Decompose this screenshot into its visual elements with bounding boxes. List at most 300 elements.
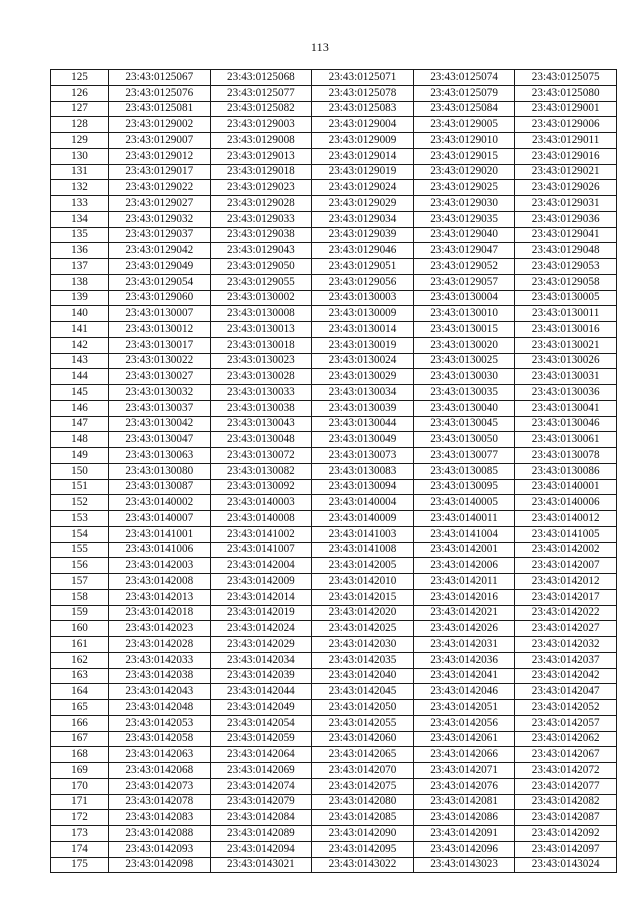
cadastral-number-cell: 23:43:0130020 <box>413 337 515 353</box>
cadastral-number-cell: 23:43:0130037 <box>109 400 211 416</box>
row-number-cell: 159 <box>51 605 109 621</box>
cadastral-number-cell: 23:43:0130044 <box>312 416 414 432</box>
cadastral-number-cell: 23:43:0142011 <box>413 574 515 590</box>
cadastral-number-cell: 23:43:0142076 <box>413 778 515 794</box>
cadastral-number-cell: 23:43:0130080 <box>109 463 211 479</box>
cadastral-number-cell: 23:43:0130002 <box>210 290 312 306</box>
cadastral-number-cell: 23:43:0129052 <box>413 259 515 275</box>
cadastral-number-cell: 23:43:0142086 <box>413 810 515 826</box>
row-number-cell: 175 <box>51 857 109 873</box>
row-number-cell: 151 <box>51 479 109 495</box>
cadastral-number-cell: 23:43:0142061 <box>413 731 515 747</box>
row-number-cell: 161 <box>51 637 109 653</box>
cadastral-number-cell: 23:43:0140012 <box>515 511 617 527</box>
row-number-cell: 132 <box>51 180 109 196</box>
cadastral-number-cell: 23:43:0129005 <box>413 117 515 133</box>
cadastral-number-cell: 23:43:0129039 <box>312 227 414 243</box>
table-row <box>51 274 617 290</box>
table-row <box>51 574 617 590</box>
cadastral-number-cell: 23:43:0130018 <box>210 337 312 353</box>
cadastral-number-cell: 23:43:0129055 <box>210 274 312 290</box>
cadastral-number-cell: 23:43:0129049 <box>109 259 211 275</box>
cadastral-number-cell: 23:43:0129022 <box>109 180 211 196</box>
cadastral-number-cell: 23:43:0130031 <box>515 369 617 385</box>
cadastral-number-cell: 23:43:0129038 <box>210 227 312 243</box>
cadastral-number-cell: 23:43:0129017 <box>109 164 211 180</box>
table-row <box>51 526 617 542</box>
table-row <box>51 778 617 794</box>
table-row <box>51 259 617 275</box>
cadastral-number-cell: 23:43:0142031 <box>413 637 515 653</box>
cadastral-number-cell: 23:43:0129026 <box>515 180 617 196</box>
cadastral-number-cell: 23:43:0125078 <box>312 85 414 101</box>
cadastral-number-cell: 23:43:0141007 <box>210 542 312 558</box>
cadastral-number-cell: 23:43:0142063 <box>109 747 211 763</box>
cadastral-number-cell: 23:43:0129019 <box>312 164 414 180</box>
cadastral-number-cell: 23:43:0142068 <box>109 763 211 779</box>
table-row <box>51 117 617 133</box>
cadastral-number-cell: 23:43:0142020 <box>312 605 414 621</box>
table-row <box>51 700 617 716</box>
row-number-cell: 166 <box>51 715 109 731</box>
cadastral-number-cell: 23:43:0130017 <box>109 337 211 353</box>
cadastral-number-cell: 23:43:0141008 <box>312 542 414 558</box>
cadastral-number-cell: 23:43:0129001 <box>515 101 617 117</box>
cadastral-number-cell: 23:43:0129018 <box>210 164 312 180</box>
cadastral-number-cell: 23:43:0129060 <box>109 290 211 306</box>
cadastral-number-cell: 23:43:0130078 <box>515 448 617 464</box>
cadastral-number-cell: 23:43:0141004 <box>413 526 515 542</box>
cadastral-number-cell: 23:43:0142073 <box>109 778 211 794</box>
row-number-cell: 153 <box>51 511 109 527</box>
cadastral-number-cell: 23:43:0130092 <box>210 479 312 495</box>
cadastral-number-cell: 23:43:0129057 <box>413 274 515 290</box>
row-number-cell: 129 <box>51 133 109 149</box>
row-number-cell: 164 <box>51 684 109 700</box>
cadastral-number-cell: 23:43:0142023 <box>109 621 211 637</box>
cadastral-number-cell: 23:43:0142027 <box>515 621 617 637</box>
row-number-cell: 141 <box>51 322 109 338</box>
cadastral-number-cell: 23:43:0125071 <box>312 70 414 86</box>
table-row <box>51 511 617 527</box>
cadastral-number-cell: 23:43:0130012 <box>109 322 211 338</box>
cadastral-number-cell: 23:43:0141002 <box>210 526 312 542</box>
cadastral-number-cell: 23:43:0129031 <box>515 196 617 212</box>
cadastral-number-cell: 23:43:0142043 <box>109 684 211 700</box>
cadastral-number-cell: 23:43:0142074 <box>210 778 312 794</box>
cadastral-number-cell: 23:43:0129035 <box>413 211 515 227</box>
table-row <box>51 243 617 259</box>
cadastral-number-cell: 23:43:0142032 <box>515 637 617 653</box>
cadastral-number-cell: 23:43:0130043 <box>210 416 312 432</box>
cadastral-number-cell: 23:43:0130011 <box>515 306 617 322</box>
cadastral-number-cell: 23:43:0143024 <box>515 857 617 873</box>
cadastral-number-cell: 23:43:0129033 <box>210 211 312 227</box>
cadastral-number-cell: 23:43:0125077 <box>210 85 312 101</box>
table-row <box>51 715 617 731</box>
row-number-cell: 144 <box>51 369 109 385</box>
cadastral-number-cell: 23:43:0141006 <box>109 542 211 558</box>
cadastral-number-cell: 23:43:0129032 <box>109 211 211 227</box>
cadastral-number-cell: 23:43:0125080 <box>515 85 617 101</box>
cadastral-number-cell: 23:43:0130083 <box>312 463 414 479</box>
cadastral-number-cell: 23:43:0142053 <box>109 715 211 731</box>
table-row <box>51 211 617 227</box>
cadastral-number-cell: 23:43:0142097 <box>515 841 617 857</box>
cadastral-number-cell: 23:43:0129013 <box>210 148 312 164</box>
cadastral-number-cell: 23:43:0142098 <box>109 857 211 873</box>
row-number-cell: 152 <box>51 495 109 511</box>
cadastral-number-cell: 23:43:0142006 <box>413 558 515 574</box>
cadastral-number-cell: 23:43:0130036 <box>515 385 617 401</box>
row-number-cell: 150 <box>51 463 109 479</box>
cadastral-number-cell: 23:43:0142079 <box>210 794 312 810</box>
row-number-cell: 142 <box>51 337 109 353</box>
cadastral-number-cell: 23:43:0125076 <box>109 85 211 101</box>
row-number-cell: 171 <box>51 794 109 810</box>
cadastral-number-cell: 23:43:0142094 <box>210 841 312 857</box>
cadastral-number-cell: 23:43:0125083 <box>312 101 414 117</box>
row-number-cell: 148 <box>51 432 109 448</box>
cadastral-number-cell: 23:43:0140008 <box>210 511 312 527</box>
cadastral-number-cell: 23:43:0142041 <box>413 668 515 684</box>
cadastral-number-cell: 23:43:0142062 <box>515 731 617 747</box>
cadastral-number-cell: 23:43:0130073 <box>312 448 414 464</box>
cadastral-number-cell: 23:43:0140004 <box>312 495 414 511</box>
table-row <box>51 542 617 558</box>
cadastral-number-cell: 23:43:0142096 <box>413 841 515 857</box>
cadastral-number-cell: 23:43:0142025 <box>312 621 414 637</box>
cadastral-number-cell: 23:43:0130026 <box>515 353 617 369</box>
cadastral-number-cell: 23:43:0142047 <box>515 684 617 700</box>
table-row <box>51 652 617 668</box>
cadastral-number-cell: 23:43:0130039 <box>312 400 414 416</box>
cadastral-number-cell: 23:43:0142034 <box>210 652 312 668</box>
cadastral-number-cell: 23:43:0129014 <box>312 148 414 164</box>
cadastral-number-cell: 23:43:0130016 <box>515 322 617 338</box>
row-number-cell: 143 <box>51 353 109 369</box>
cadastral-number-cell: 23:43:0129048 <box>515 243 617 259</box>
row-number-cell: 149 <box>51 448 109 464</box>
cadastral-number-cell: 23:43:0142072 <box>515 763 617 779</box>
cadastral-number-cell: 23:43:0142092 <box>515 826 617 842</box>
table-row <box>51 448 617 464</box>
table-row <box>51 479 617 495</box>
cadastral-number-cell: 23:43:0142044 <box>210 684 312 700</box>
cadastral-number-cell: 23:43:0129009 <box>312 133 414 149</box>
cadastral-number-cell: 23:43:0130003 <box>312 290 414 306</box>
table-row <box>51 416 617 432</box>
cadastral-number-cell: 23:43:0129043 <box>210 243 312 259</box>
cadastral-number-cell: 23:43:0125075 <box>515 70 617 86</box>
cadastral-number-cell: 23:43:0142001 <box>413 542 515 558</box>
cadastral-number-cell: 23:43:0129007 <box>109 133 211 149</box>
cadastral-number-cell: 23:43:0142067 <box>515 747 617 763</box>
row-number-cell: 147 <box>51 416 109 432</box>
cadastral-number-cell: 23:43:0143021 <box>210 857 312 873</box>
table-row <box>51 605 617 621</box>
table-row <box>51 196 617 212</box>
cadastral-number-cell: 23:43:0129012 <box>109 148 211 164</box>
cadastral-number-cell: 23:43:0141005 <box>515 526 617 542</box>
cadastral-number-cell: 23:43:0142049 <box>210 700 312 716</box>
cadastral-number-cell: 23:43:0142014 <box>210 589 312 605</box>
cadastral-number-cell: 23:43:0130013 <box>210 322 312 338</box>
cadastral-number-cell: 23:43:0140007 <box>109 511 211 527</box>
row-number-cell: 155 <box>51 542 109 558</box>
cadastral-number-cell: 23:43:0141001 <box>109 526 211 542</box>
table-row <box>51 432 617 448</box>
cadastral-number-cell: 23:43:0142051 <box>413 700 515 716</box>
cadastral-number-cell: 23:43:0130085 <box>413 463 515 479</box>
cadastral-number-cell: 23:43:0142042 <box>515 668 617 684</box>
cadastral-number-cell: 23:43:0142012 <box>515 574 617 590</box>
row-number-cell: 157 <box>51 574 109 590</box>
cadastral-number-cell: 23:43:0129006 <box>515 117 617 133</box>
cadastral-number-cell: 23:43:0130009 <box>312 306 414 322</box>
cadastral-number-cell: 23:43:0130050 <box>413 432 515 448</box>
cadastral-number-cell: 23:43:0130035 <box>413 385 515 401</box>
cadastral-number-cell: 23:43:0130086 <box>515 463 617 479</box>
cadastral-number-cell: 23:43:0142057 <box>515 715 617 731</box>
cadastral-number-cell: 23:43:0141003 <box>312 526 414 542</box>
row-number-cell: 134 <box>51 211 109 227</box>
cadastral-number-cell: 23:43:0142045 <box>312 684 414 700</box>
row-number-cell: 165 <box>51 700 109 716</box>
row-number-cell: 170 <box>51 778 109 794</box>
cadastral-number-cell: 23:43:0130010 <box>413 306 515 322</box>
cadastral-number-cell: 23:43:0142035 <box>312 652 414 668</box>
cadastral-number-cell: 23:43:0129029 <box>312 196 414 212</box>
cadastral-number-cell: 23:43:0129041 <box>515 227 617 243</box>
cadastral-number-cell: 23:43:0142037 <box>515 652 617 668</box>
table-row <box>51 322 617 338</box>
table-row <box>51 841 617 857</box>
cadastral-number-cell: 23:43:0142089 <box>210 826 312 842</box>
table-row <box>51 70 617 86</box>
row-number-cell: 174 <box>51 841 109 857</box>
table-row <box>51 747 617 763</box>
table-row <box>51 164 617 180</box>
table-row <box>51 385 617 401</box>
cadastral-number-cell: 23:43:0142036 <box>413 652 515 668</box>
cadastral-number-cell: 23:43:0142090 <box>312 826 414 842</box>
cadastral-number-cell: 23:43:0142071 <box>413 763 515 779</box>
cadastral-number-cell: 23:43:0125067 <box>109 70 211 86</box>
cadastral-number-cell: 23:43:0142056 <box>413 715 515 731</box>
row-number-cell: 131 <box>51 164 109 180</box>
cadastral-number-cell: 23:43:0142075 <box>312 778 414 794</box>
cadastral-number-cell: 23:43:0142087 <box>515 810 617 826</box>
row-number-cell: 127 <box>51 101 109 117</box>
cadastral-number-cell: 23:43:0129004 <box>312 117 414 133</box>
cadastral-number-cell: 23:43:0130042 <box>109 416 211 432</box>
cadastral-number-cell: 23:43:0125081 <box>109 101 211 117</box>
row-number-cell: 137 <box>51 259 109 275</box>
cadastral-number-cell: 23:43:0142084 <box>210 810 312 826</box>
cadastral-number-cell: 23:43:0130038 <box>210 400 312 416</box>
cadastral-number-cell: 23:43:0130045 <box>413 416 515 432</box>
cadastral-number-cell: 23:43:0140011 <box>413 511 515 527</box>
cadastral-number-cell: 23:43:0130041 <box>515 400 617 416</box>
table-row <box>51 306 617 322</box>
cadastral-number-cell: 23:43:0142022 <box>515 605 617 621</box>
cadastral-number-cell: 23:43:0142028 <box>109 637 211 653</box>
cadastral-number-cell: 23:43:0142008 <box>109 574 211 590</box>
row-number-cell: 154 <box>51 526 109 542</box>
cadastral-number-cell: 23:43:0142033 <box>109 652 211 668</box>
cadastral-number-cell: 23:43:0142021 <box>413 605 515 621</box>
table-row <box>51 101 617 117</box>
cadastral-number-cell: 23:43:0129010 <box>413 133 515 149</box>
cadastral-number-cell: 23:43:0142064 <box>210 747 312 763</box>
cadastral-number-cell: 23:43:0130025 <box>413 353 515 369</box>
cadastral-number-cell: 23:43:0129002 <box>109 117 211 133</box>
cadastral-number-cell: 23:43:0130005 <box>515 290 617 306</box>
table-row <box>51 731 617 747</box>
cadastral-number-cell: 23:43:0129053 <box>515 259 617 275</box>
cadastral-number-cell: 23:43:0142038 <box>109 668 211 684</box>
cadastral-number-cell: 23:43:0130019 <box>312 337 414 353</box>
table-row <box>51 180 617 196</box>
table-row <box>51 668 617 684</box>
table-row <box>51 85 617 101</box>
cadastral-number-cell: 23:43:0130015 <box>413 322 515 338</box>
cadastral-number-cell: 23:43:0142081 <box>413 794 515 810</box>
row-number-cell: 139 <box>51 290 109 306</box>
cadastral-number-cell: 23:43:0143022 <box>312 857 414 873</box>
cadastral-number-cell: 23:43:0129025 <box>413 180 515 196</box>
cadastral-number-cell: 23:43:0129023 <box>210 180 312 196</box>
cadastral-number-cell: 23:43:0129030 <box>413 196 515 212</box>
table-row <box>51 621 617 637</box>
cadastral-number-cell: 23:43:0142093 <box>109 841 211 857</box>
cadastral-number-cell: 23:43:0142066 <box>413 747 515 763</box>
table-row <box>51 637 617 653</box>
cadastral-number-cell: 23:43:0129008 <box>210 133 312 149</box>
cadastral-number-cell: 23:43:0130048 <box>210 432 312 448</box>
cadastral-number-cell: 23:43:0129021 <box>515 164 617 180</box>
cadastral-number-cell: 23:43:0142004 <box>210 558 312 574</box>
table-row <box>51 763 617 779</box>
cadastral-number-cell: 23:43:0130046 <box>515 416 617 432</box>
cadastral-number-cell: 23:43:0142054 <box>210 715 312 731</box>
row-number-cell: 145 <box>51 385 109 401</box>
cadastral-number-cell: 23:43:0130008 <box>210 306 312 322</box>
cadastral-number-cell: 23:43:0142069 <box>210 763 312 779</box>
row-number-cell: 156 <box>51 558 109 574</box>
cadastral-number-cell: 23:43:0142040 <box>312 668 414 684</box>
cadastral-number-cell: 23:43:0142009 <box>210 574 312 590</box>
cadastral-number-cell: 23:43:0142005 <box>312 558 414 574</box>
cadastral-number-cell: 23:43:0130094 <box>312 479 414 495</box>
cadastral-number-cell: 23:43:0130082 <box>210 463 312 479</box>
row-number-cell: 138 <box>51 274 109 290</box>
cadastral-number-cell: 23:43:0142091 <box>413 826 515 842</box>
cadastral-number-cell: 23:43:0142018 <box>109 605 211 621</box>
cadastral-number-cell: 23:43:0142002 <box>515 542 617 558</box>
cadastral-number-cell: 23:43:0130087 <box>109 479 211 495</box>
cadastral-number-cell: 23:43:0142082 <box>515 794 617 810</box>
cadastral-number-cell: 23:43:0142052 <box>515 700 617 716</box>
cadastral-number-cell: 23:43:0142003 <box>109 558 211 574</box>
cadastral-number-cell: 23:43:0142029 <box>210 637 312 653</box>
cadastral-number-cell: 23:43:0130024 <box>312 353 414 369</box>
cadastral-number-cell: 23:43:0125068 <box>210 70 312 86</box>
table-row <box>51 684 617 700</box>
cadastral-number-cell: 23:43:0142080 <box>312 794 414 810</box>
cadastral-number-cell: 23:43:0142059 <box>210 731 312 747</box>
cadastral-number-cell: 23:43:0142078 <box>109 794 211 810</box>
cadastral-number-cell: 23:43:0142050 <box>312 700 414 716</box>
cadastral-number-cell: 23:43:0142007 <box>515 558 617 574</box>
cadastral-number-cell: 23:43:0130077 <box>413 448 515 464</box>
cadastral-number-cell: 23:43:0129016 <box>515 148 617 164</box>
cadastral-number-cell: 23:43:0142039 <box>210 668 312 684</box>
cadastral-number-cell: 23:43:0129020 <box>413 164 515 180</box>
cadastral-number-cell: 23:43:0142085 <box>312 810 414 826</box>
cadastral-number-cell: 23:43:0142048 <box>109 700 211 716</box>
cadastral-number-cell: 23:43:0130061 <box>515 432 617 448</box>
table-row <box>51 290 617 306</box>
row-number-cell: 146 <box>51 400 109 416</box>
cadastral-number-cell: 23:43:0130047 <box>109 432 211 448</box>
cadastral-number-cell: 23:43:0142058 <box>109 731 211 747</box>
table-row <box>51 400 617 416</box>
row-number-cell: 158 <box>51 589 109 605</box>
cadastral-number-cell: 23:43:0142083 <box>109 810 211 826</box>
cadastral-number-cell: 23:43:0129042 <box>109 243 211 259</box>
cadastral-number-cell: 23:43:0142077 <box>515 778 617 794</box>
cadastral-number-cell: 23:43:0129036 <box>515 211 617 227</box>
cadastral-number-cell: 23:43:0129027 <box>109 196 211 212</box>
cadastral-number-table <box>50 69 617 873</box>
cadastral-number-cell: 23:43:0130007 <box>109 306 211 322</box>
cadastral-number-cell: 23:43:0130033 <box>210 385 312 401</box>
row-number-cell: 162 <box>51 652 109 668</box>
cadastral-number-cell: 23:43:0140003 <box>210 495 312 511</box>
cadastral-number-cell: 23:43:0125084 <box>413 101 515 117</box>
cadastral-number-cell: 23:43:0142016 <box>413 589 515 605</box>
table-row <box>51 353 617 369</box>
cadastral-number-cell: 23:43:0142065 <box>312 747 414 763</box>
cadastral-number-cell: 23:43:0130040 <box>413 400 515 416</box>
cadastral-number-cell: 23:43:0130023 <box>210 353 312 369</box>
cadastral-number-cell: 23:43:0142019 <box>210 605 312 621</box>
cadastral-number-cell: 23:43:0140009 <box>312 511 414 527</box>
cadastral-number-cell: 23:43:0142013 <box>109 589 211 605</box>
cadastral-number-cell: 23:43:0142055 <box>312 715 414 731</box>
cadastral-number-cell: 23:43:0129028 <box>210 196 312 212</box>
row-number-cell: 173 <box>51 826 109 842</box>
row-number-cell: 133 <box>51 196 109 212</box>
table-row <box>51 857 617 873</box>
table-row <box>51 495 617 511</box>
table-row <box>51 589 617 605</box>
table-row <box>51 133 617 149</box>
cadastral-number-cell: 23:43:0130072 <box>210 448 312 464</box>
cadastral-number-cell: 23:43:0129054 <box>109 274 211 290</box>
cadastral-number-cell: 23:43:0142070 <box>312 763 414 779</box>
row-number-cell: 126 <box>51 85 109 101</box>
cadastral-number-cell: 23:43:0130032 <box>109 385 211 401</box>
row-number-cell: 130 <box>51 148 109 164</box>
cadastral-number-cell: 23:43:0129015 <box>413 148 515 164</box>
cadastral-number-cell: 23:43:0129003 <box>210 117 312 133</box>
cadastral-number-cell: 23:43:0129046 <box>312 243 414 259</box>
cadastral-number-cell: 23:43:0142010 <box>312 574 414 590</box>
row-number-cell: 163 <box>51 668 109 684</box>
